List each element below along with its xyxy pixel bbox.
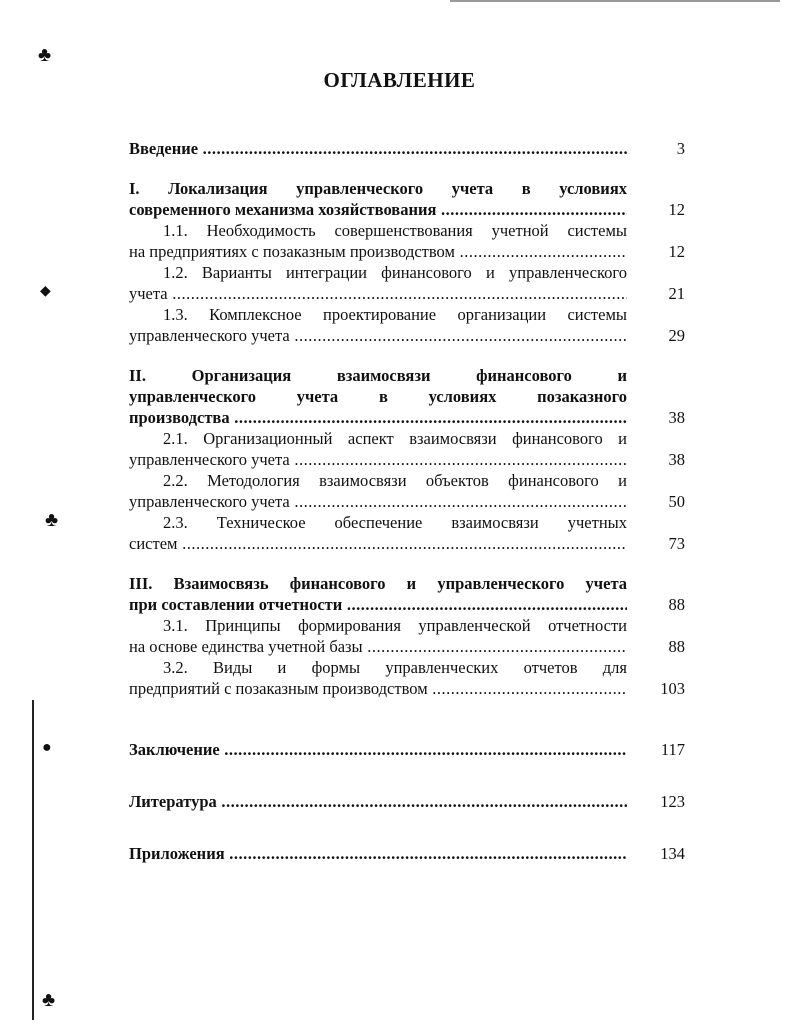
chapter-title-line: управленческого учета в условиях позаказного	[129, 387, 627, 406]
toc-page: 123	[660, 792, 685, 811]
table-of-contents	[129, 138, 685, 864]
section-title-line: предприятий с позаказным производством .....	[129, 678, 627, 699]
section-title-line: учета .....	[129, 283, 627, 304]
section-title-line: 1.3. Комплексное проектирование организации системы	[163, 305, 627, 324]
toc-entry-appendices[interactable]	[129, 843, 685, 864]
toc-entry-conclusion[interactable]	[129, 739, 685, 760]
section-title-line: 2.2. Методология взаимосвязи объектов финансового и	[163, 471, 627, 490]
toc-page: 88	[668, 595, 685, 614]
toc-page: 103	[660, 679, 685, 698]
scan-margin-line	[32, 700, 34, 1020]
scan-top-line	[450, 0, 780, 2]
toc-entry-literature[interactable]	[129, 791, 685, 812]
toc-chapter-2[interactable]	[129, 365, 685, 428]
page-title: ОГЛАВЛЕНИЕ	[323, 68, 476, 92]
toc-label: Приложения .....	[129, 843, 627, 864]
toc-page: 117	[660, 740, 685, 759]
chapter-title-line: при составлении отчетности .....	[129, 594, 627, 615]
toc-page: 12	[668, 200, 685, 219]
toc-label: Литература .....	[129, 791, 627, 812]
section-title-line: управленческого учета .....	[129, 449, 627, 470]
toc-label: Введение .....	[129, 138, 627, 159]
toc-page: 21	[668, 284, 685, 303]
section-title-line: на основе единства учетной базы .....	[129, 636, 627, 657]
section-title-line: на предприятиях с позаказным производством .....	[129, 241, 627, 262]
toc-page: 73	[668, 534, 685, 553]
section-title-line: 2.3. Техническое обеспечение взаимосвязи учетных	[163, 513, 627, 532]
toc-chapter-1[interactable]	[129, 178, 685, 220]
toc-chapter-3[interactable]	[129, 573, 685, 615]
chapter-title-line: производства .....	[129, 407, 627, 428]
chapter-title-line: современного механизма хозяйствования .....	[129, 199, 627, 220]
toc-section[interactable]	[129, 304, 685, 346]
toc-label: Заключение .....	[129, 739, 627, 760]
scan-blot-icon: ♣	[45, 509, 59, 531]
section-title-line: 3.1. Принципы формирования управленческой отчетности	[163, 616, 627, 635]
toc-page: 50	[668, 492, 685, 511]
section-title-line: 2.1. Организационный аспект взаимосвязи финансового и	[163, 429, 627, 448]
toc-section[interactable]	[129, 615, 685, 657]
scan-blot-icon: ♣	[38, 44, 52, 66]
toc-section[interactable]	[129, 220, 685, 262]
section-title-line: управленческого учета .....	[129, 325, 627, 346]
chapter-title-line: II. Организация взаимосвязи финансового и	[129, 366, 627, 385]
toc-page: 3	[676, 139, 685, 158]
section-title-line: 1.2. Варианты интеграции финансового и управленческого	[163, 263, 627, 282]
scan-blot-icon: ◆	[40, 284, 51, 299]
section-title-line: 3.2. Виды и формы управленческих отчетов для	[163, 658, 627, 677]
toc-page: 38	[668, 450, 685, 469]
toc-page: 134	[660, 844, 685, 863]
toc-entry-intro[interactable]	[129, 138, 685, 159]
chapter-title-line: III. Взаимосвязь финансового и управленческого учета	[129, 574, 627, 593]
toc-section[interactable]	[129, 512, 685, 554]
section-title-line: 1.1. Необходимость совершенствования учетной системы	[163, 221, 627, 240]
toc-section[interactable]	[129, 262, 685, 304]
toc-page: 88	[668, 637, 685, 656]
scan-blot-icon: ●	[42, 739, 52, 756]
section-title-line: систем .....	[129, 533, 627, 554]
toc-page: 29	[668, 326, 685, 345]
toc-page: 38	[668, 408, 685, 427]
toc-section[interactable]	[129, 657, 685, 699]
toc-page: 12	[668, 242, 685, 261]
toc-section[interactable]	[129, 470, 685, 512]
scan-blot-icon: ♣	[42, 989, 56, 1011]
chapter-title-line: I. Локализация управленческого учета в условиях	[129, 179, 627, 198]
toc-section[interactable]	[129, 428, 685, 470]
section-title-line: управленческого учета .....	[129, 491, 627, 512]
